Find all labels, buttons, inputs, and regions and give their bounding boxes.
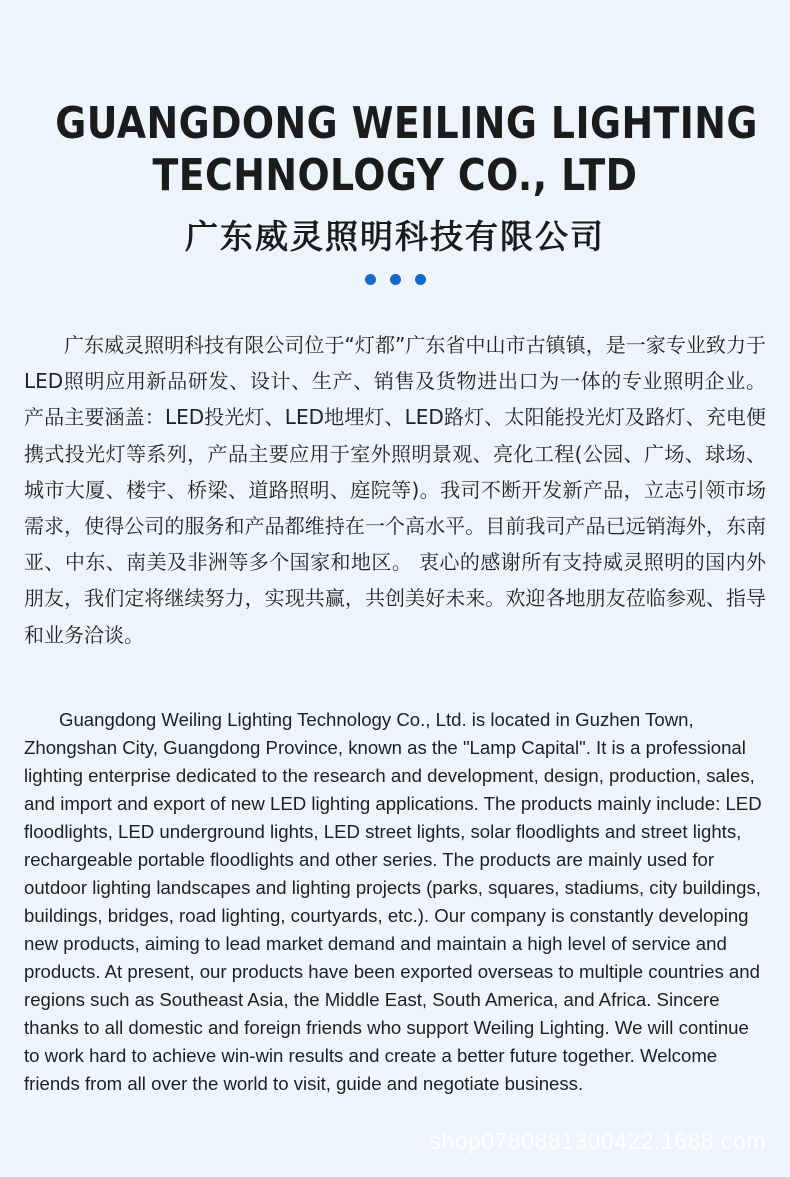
company-title-english bbox=[55, 98, 758, 202]
intro-paragraph-english: Guangdong Weiling Lighting Technology Co., Ltd. is located in Guzhen Town, Zhongshan City, Guangdong Province, known as the "Lamp Capital". It is a professional lighting enterprise dedicated to the research and development, design, production, sales, and import and export of new LED lighting applications. The products mainly include: LED floodlights, LED underground lights, LED street lights, solar floodlights and street lights, rechargeable portable floodlights and other series. The products are mainly used for outdoor lighting landscapes and lighting projects (parks, squares, stadiums, city buildings, buildings, bridges, road lighting, courtyards, etc.). Our company is constantly developing new products, aiming to lead market demand and maintain a high level of service and products. At present, our products have been exported overseas to multiple countries and regions such as Southeast Asia, the Middle East, South America, and Africa. Sincere thanks to all domestic and foreign friends who support Weiling Lighting. We will continue to work hard to achieve win-win results and create a better future together. Welcome friends from all over the world to visit, guide and negotiate business. bbox=[24, 709, 762, 1094]
dot-icon bbox=[390, 274, 401, 285]
company-title-chinese: 广东威灵照明科技有限公司 bbox=[185, 217, 605, 256]
shop-watermark: shop0780881300422.1688.com bbox=[429, 1128, 766, 1154]
decorative-dots bbox=[0, 274, 790, 285]
dot-icon bbox=[365, 274, 376, 285]
company-title-english-line2: TECHNOLOGY CO., LTD bbox=[152, 150, 638, 201]
intro-paragraph-chinese: 广东威灵照明科技有限公司位于“灯都”广东省中山市古镇镇，是一家专业致力于LED照明应用新品研发、设计、生产、销售及货物进出口为一体的专业照明企业。 产品主要涵盖：LED投光灯、LED地埋灯、LED路灯、太阳能投光灯及路灯、充电便携式投光灯等系列，产品主要应用于室外照明景观、亮化工程(公园、广场、球场、城市大厦、楼宇、桥梁、道路照明、庭院等)。我司不断开发新产品，立志引领市场需求，使得公司的服务和产品都维持在一个高水平。目前我司产品已远销海外，东南亚、中东、南美及非洲等多个国家和地区。 衷心的感谢所有支持威灵照明的国内外朋友，我们定将继续努力，实现共赢，共创美好未来。欢迎各地朋友莅临参观、指导和业务洽谈。 bbox=[24, 333, 766, 647]
company-title-english-line1: GUANGDONG WEILING LIGHTING bbox=[55, 98, 758, 149]
dot-icon bbox=[415, 274, 426, 285]
